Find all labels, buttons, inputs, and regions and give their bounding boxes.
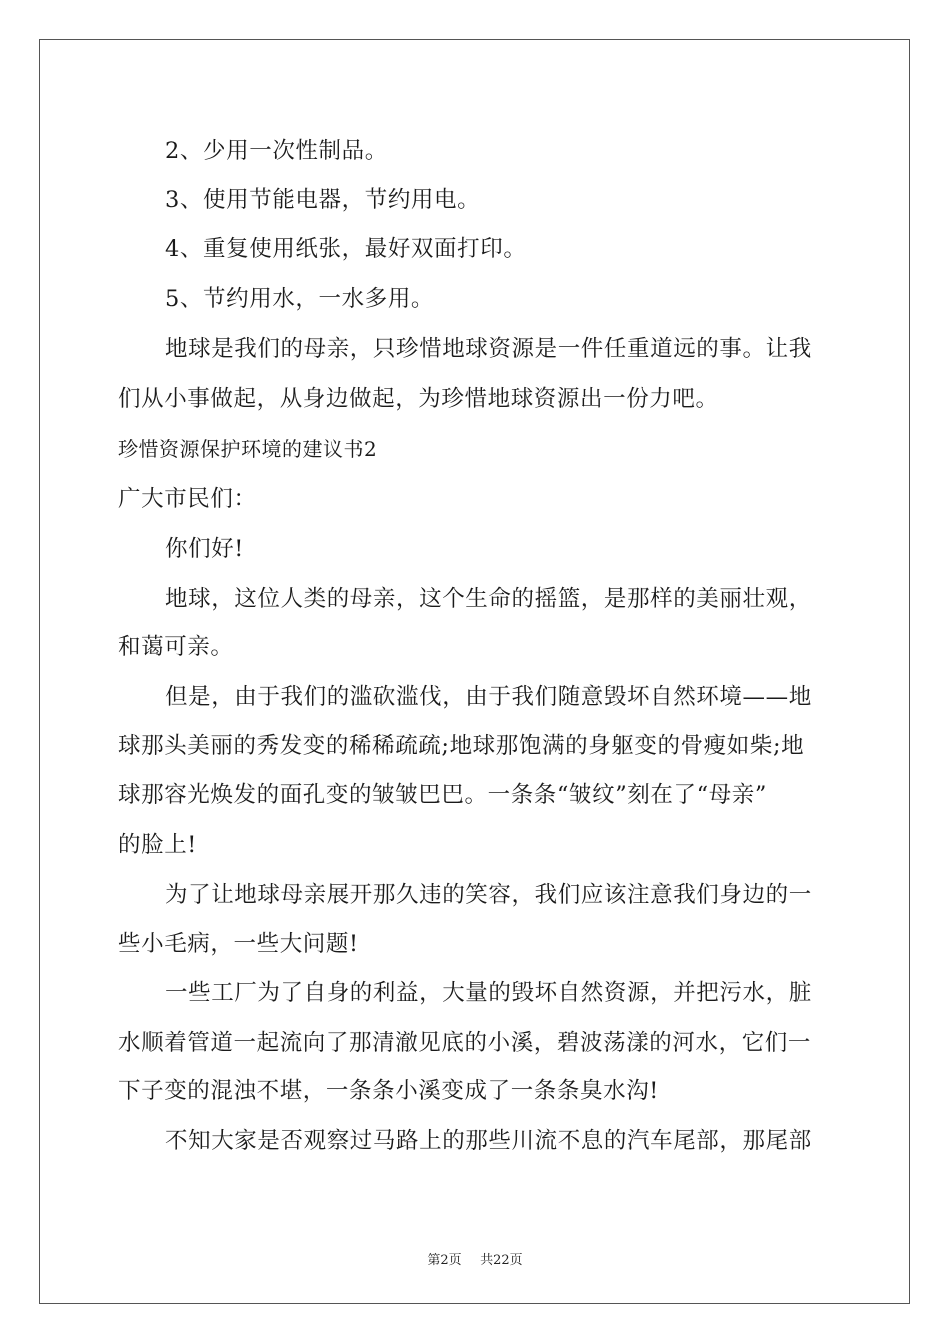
paragraph-line: 些小毛病，一些大问题! (118, 931, 359, 957)
salutation: 广大市民们： (118, 486, 257, 512)
paragraph-line: 为了让地球母亲展开那久违的笑容，我们应该注意我们身边的一 (165, 882, 812, 908)
paragraph-line: 球那头美丽的秀发变的稀稀疏疏;地球那饱满的身躯变的骨瘦如柴;地 (118, 733, 805, 759)
paragraph-line: 地球是我们的母亲，只珍惜地球资源是一件任重道远的事。让我 (165, 336, 812, 362)
paragraph-line: 4、重复使用纸张，最好双面打印。 (165, 236, 527, 262)
paragraph-line: 下子变的混浊不堪，一条条小溪变成了一条条臭水沟! (118, 1078, 659, 1104)
paragraph-line: 地球，这位人类的母亲，这个生命的摇篮，是那样的美丽壮观， (165, 586, 812, 612)
paragraph-line: 不知大家是否观察过马路上的那些川流不息的汽车尾部，那尾部 (165, 1128, 812, 1154)
paragraph-line: 一些工厂为了自身的利益，大量的毁坏自然资源，并把污水，脏 (165, 980, 812, 1006)
paragraph-line: 3、使用节能电器，节约用电。 (165, 187, 481, 213)
paragraph-line: 的脸上! (118, 832, 197, 858)
page-number: 第2页 (427, 1253, 462, 1268)
paragraph-line: 水顺着管道一起流向了那清澈见底的小溪，碧波荡漾的河水，它们一 (118, 1030, 812, 1056)
paragraph-line: 5、节约用水，一水多用。 (165, 286, 435, 312)
paragraph-line: 和蔼可亲。 (118, 634, 234, 660)
greeting: 你们好! (165, 536, 244, 562)
page-footer (0, 1249, 950, 1268)
paragraph-line: 球那容光焕发的面孔变的皱皱巴巴。一条条“皱纹”刻在了“母亲” (118, 782, 768, 808)
page-border (39, 39, 910, 1304)
paragraph-line: 们从小事做起，从身边做起，为珍惜地球资源出一份力吧。 (118, 386, 719, 412)
section-title: 珍惜资源保护环境的建议书2 (118, 437, 378, 461)
paragraph-line: 2、少用一次性制品。 (165, 138, 388, 164)
paragraph-line: 但是，由于我们的滥砍滥伐，由于我们随意毁坏自然环境——地 (165, 684, 812, 710)
total-pages: 共22页 (480, 1253, 523, 1268)
